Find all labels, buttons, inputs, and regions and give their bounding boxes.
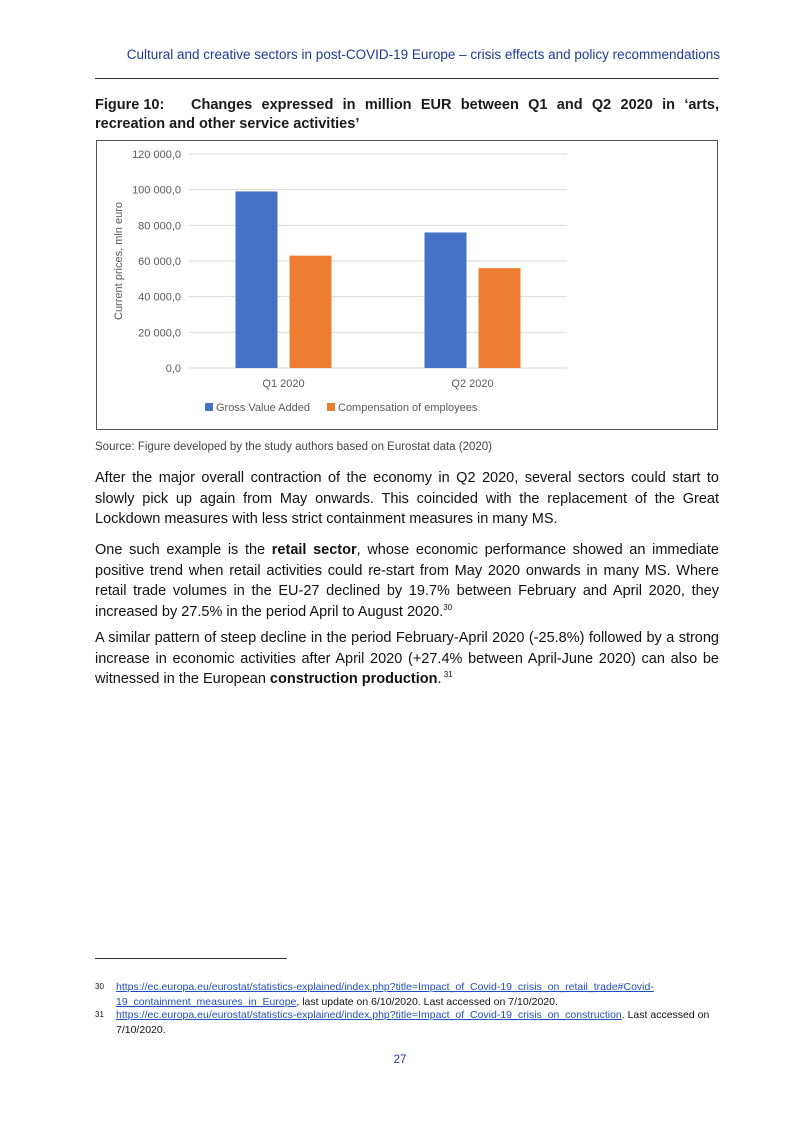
y-tick-label: 100 000,0 <box>132 184 181 197</box>
footnote-31 <box>95 1008 719 1037</box>
y-axis-title: Current prices, mln euro <box>113 202 125 320</box>
footnote-text: , last update on 6/10/2020. Last accessed on 7/10/2020. <box>296 995 558 1008</box>
y-tick-label: 120 000,0 <box>132 149 181 161</box>
footnote-number: 31 <box>95 1010 104 1019</box>
bar-compensation-of-employees <box>290 256 332 368</box>
y-tick-label: 80 000,0 <box>138 220 181 233</box>
header-rule <box>95 78 719 79</box>
footnote-link[interactable]: https://ec.europa.eu/eurostat/statistics-explained/index.php?title=Impact_of_Covid-19_crisis_on_retail_trade#Covid-19_containment_measures_in_Europe <box>116 981 654 1008</box>
y-tick-label: 60 000,0 <box>138 256 181 268</box>
p3-text-a: A similar pattern of steep decline in the period February-April 2020 (-25.8%) followed by a strong increase in economic activities after April 2020 (+27.4% between April-June 2020) can also be witnessed in the European <box>95 630 719 687</box>
bar-compensation-of-employees <box>479 268 521 368</box>
construction-production-term: construction production <box>269 671 438 687</box>
figure-caption: Changes expressed in million EUR between Q1 and Q2 2020 in ‘arts, recreation and other service activities’ <box>95 97 719 132</box>
paragraph-2 <box>95 540 719 622</box>
footnote-link[interactable]: https://ec.europa.eu/eurostat/statistics-explained/index.php?title=Impact_of_Covid-19_crisis_on_construction <box>116 1009 622 1021</box>
chart-canvas <box>97 141 717 429</box>
page-number: 27 <box>393 1054 407 1066</box>
x-tick-label: Q2 2020 <box>451 378 494 390</box>
x-tick-label: Q1 2020 <box>262 378 305 390</box>
legend-swatch <box>327 403 335 411</box>
p3-text-b: . <box>437 671 442 687</box>
y-tick-label: 0,0 <box>165 363 181 375</box>
paragraph-1: After the major overall contraction of the economy in Q2 2020, several sectors could start to slowly pick up again from May onwards. This coincided with the replacement of the Great Lockdown measures with less strict containment measures in many MS. <box>95 470 719 527</box>
bar-gross-value-added <box>425 232 467 368</box>
footnote-rule <box>95 958 287 959</box>
bar-gross-value-added <box>236 191 278 368</box>
bar-chart <box>96 140 718 430</box>
figure-label: Figure 10: <box>95 97 165 113</box>
y-tick-label: 40 000,0 <box>138 291 181 304</box>
legend-label: Compensation of employees <box>338 402 478 414</box>
footnote-number: 30 <box>95 982 104 991</box>
paragraph-3 <box>95 628 719 690</box>
p2-text-b: , whose economic performance showed an immediate positive trend when retail activities could re-start from May 2020 onwards in many MS. Where retail trade volumes in the EU-27 declined by 19.7% between February and April 2020, they increased by 27.5% in the period April to August 2020. <box>95 542 719 620</box>
p2-text-a: One such example is the <box>95 542 272 558</box>
footnote-30 <box>95 980 719 1009</box>
y-tick-label: 20 000,0 <box>138 327 181 340</box>
legend-swatch <box>205 403 213 411</box>
retail-sector-term: retail sector <box>271 542 357 558</box>
footnote-ref-31[interactable]: 31 <box>441 670 453 680</box>
running-header: Cultural and creative sectors in post-COVID-19 Europe – crisis effects and policy recommendations <box>126 47 720 62</box>
figure-title <box>95 96 719 134</box>
footnote-text: . Last accessed on 7/10/2020. <box>116 1009 710 1036</box>
legend-label: Gross Value Added <box>216 402 310 414</box>
footnote-ref-30[interactable]: 30 <box>443 602 453 612</box>
figure-source: Source: Figure developed by the study authors based on Eurostat data (2020) <box>95 441 493 453</box>
